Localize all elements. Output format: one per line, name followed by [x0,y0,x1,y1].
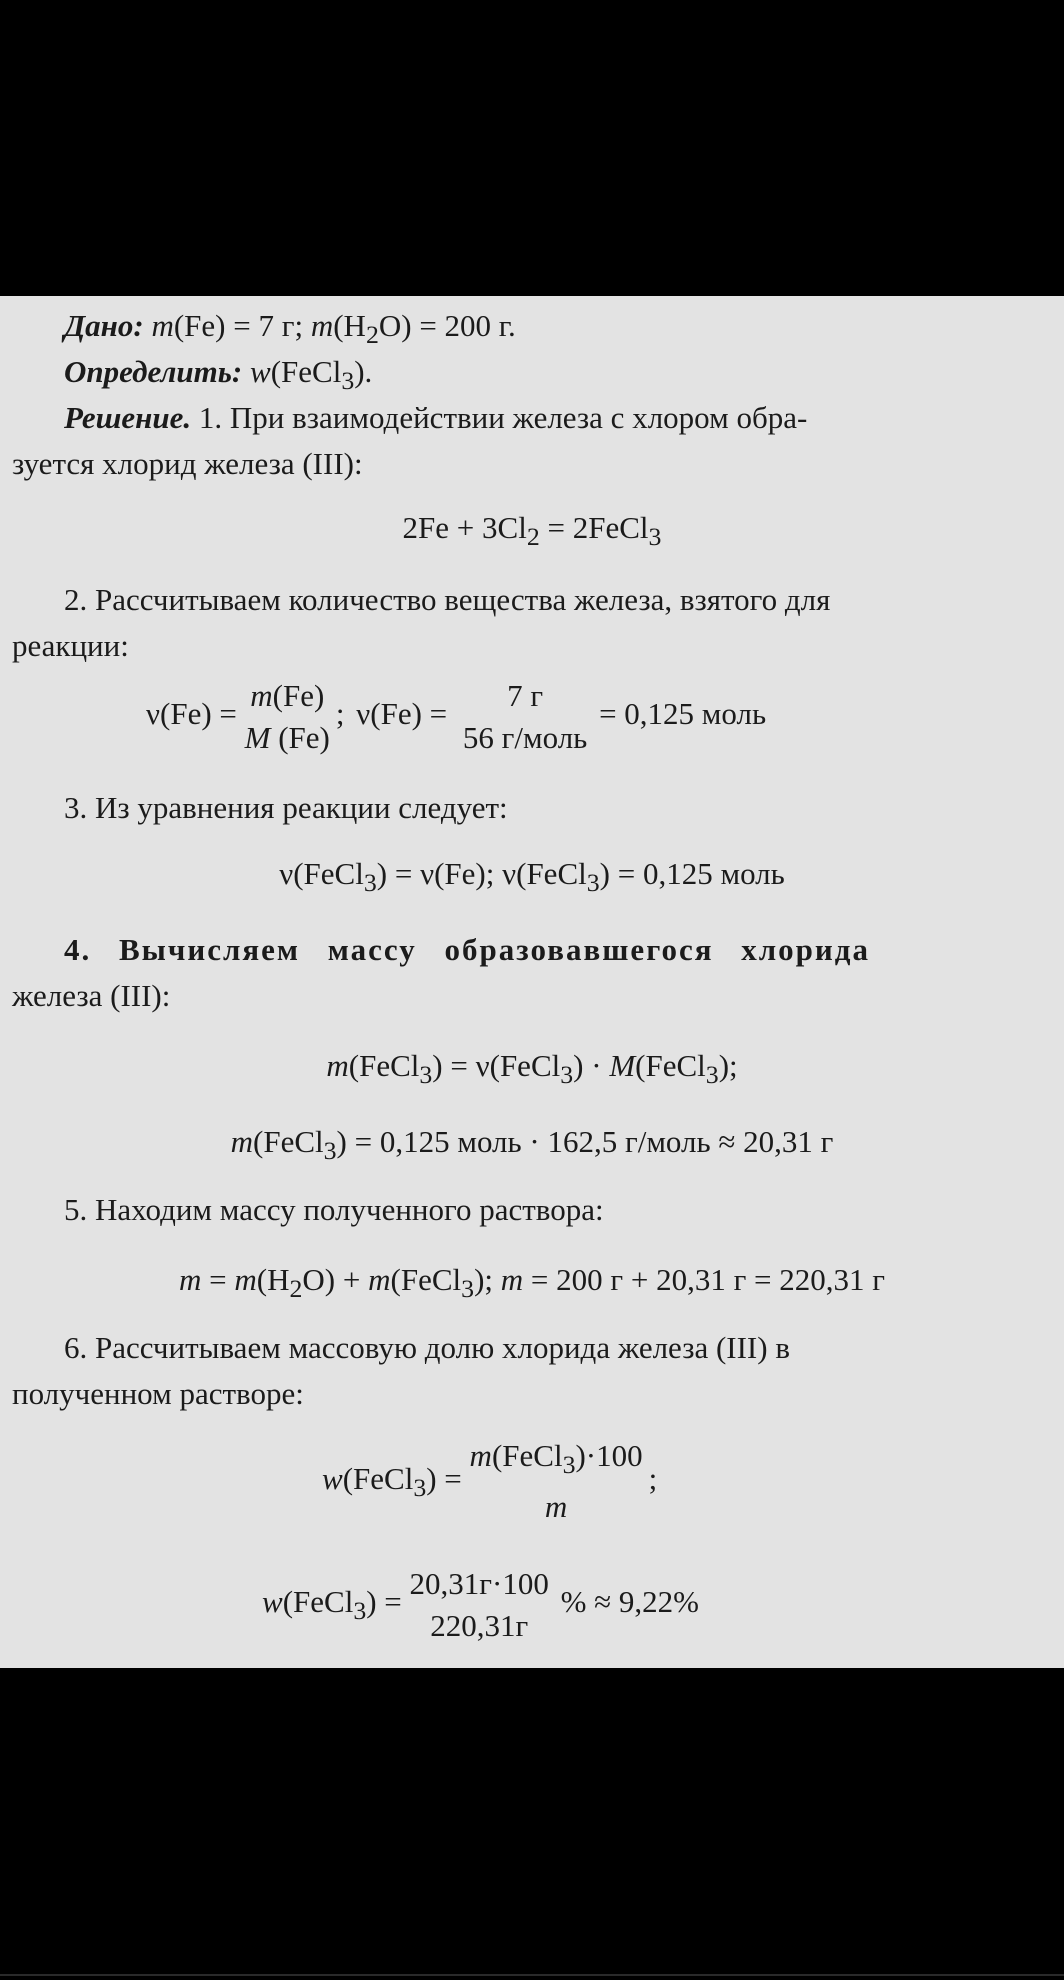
step1-text-2: зуется хлорид железа (III): [12,446,363,481]
iron-moles-formula [146,676,766,758]
step1-text-1: 1. При взаимодействии железа с хлором обра- [191,400,808,435]
step6-text-2: полученном растворе: [12,1376,304,1411]
f4-denominator: 220,31г [430,1608,529,1643]
step5-equation: $m = m(H_2O)$ + m(FeCl$_3$); m = 200 г + 20,31 г = 220,31 г [179,1262,885,1304]
f3-left: w(FeCl$_3$) = [322,1460,462,1502]
textbook-page [0,296,1064,1668]
f1-denominator: M (Fe) [244,720,330,755]
f3-separator: ; [648,1460,658,1496]
f3-denominator: m [544,1489,568,1525]
given-text: m(Fe) = 7 г; $m(H_2O) = 200$ г. [151,308,516,350]
step3-text: 3. Из уравнения реакции следует: [64,790,508,825]
given-label: Дано: [64,308,144,343]
bottom-divider [0,1974,1064,1976]
solution-line-1 [64,400,807,436]
step4-equation-1: m(FeCl$_3$) = ν(FeCl$_3$) · M(FeCl$_3$); [326,1048,738,1090]
step3-equation: ν(FeCl$_3$) = ν(Fe); ν(FeCl$_3$) = 0,125 моль [279,856,785,898]
step4-text-1: 4. Вычисляем массу образовавшегося хлорида [64,932,870,967]
step4-equation-2: m(FeCl$_3$) = 0,125 моль · 162,5 г/моль ≈ 20,31 г [230,1124,834,1166]
find-line [64,354,372,399]
reaction-equation: $2Fe + 3Cl_2$ = 2FeCl$_3$ [402,510,662,552]
step4-text-2: железа (III): [12,978,171,1013]
f1-separator: ; [335,696,345,732]
f3-fraction [470,1436,643,1527]
solution-label: Решение. [64,400,192,435]
given-line [64,308,516,353]
f1-fraction [245,676,330,758]
f4-result: % ≈ 9,22% [560,1584,700,1620]
step5-text: 5. Находим массу полученного раствора: [64,1192,604,1227]
step2-text-1: 2. Рассчитываем количество вещества железа, взятого для [64,582,831,617]
f2-result: = 0,125 моль [599,696,767,732]
f2-left: ν(Fe) = [356,696,448,732]
mass-fraction-formula [322,1436,657,1527]
find-text: w(FeCl$_3$). [250,354,373,396]
f1-left: ν(Fe) = [146,696,237,732]
f2-numerator: 7 г [507,678,544,713]
f4-numerator: 20,31г·100 [409,1566,549,1601]
f2-fraction [463,676,587,758]
f2-denominator: 56 г/моль [462,720,588,755]
f3-numerator: m(FeCl$_3$)·100 [469,1438,643,1480]
mass-fraction-result [262,1564,699,1646]
f4-left: w(FeCl$_3$) = [262,1584,402,1626]
step6-text-1: 6. Рассчитываем массовую долю хлорида железа (III) в [64,1330,790,1365]
f4-fraction [410,1564,549,1646]
f1-numerator: m(Fe) [250,678,325,713]
find-label: Определить: [64,354,243,389]
step2-text-2: реакции: [12,628,129,663]
